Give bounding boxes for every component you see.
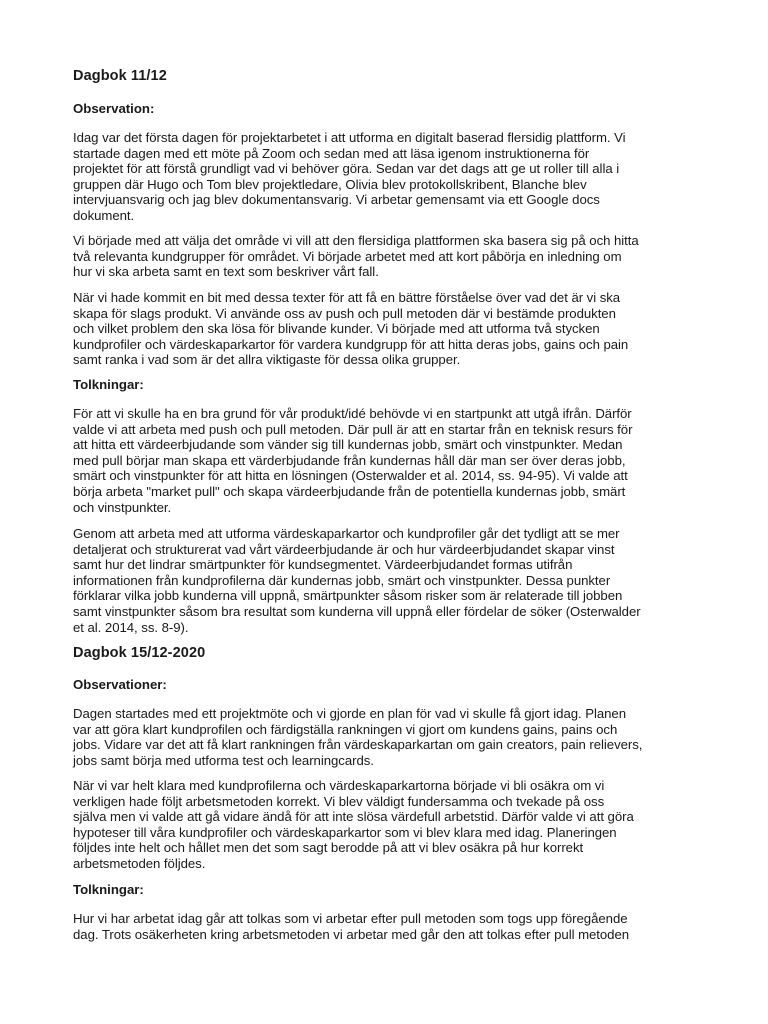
paragraph xyxy=(73,911,703,942)
interpretation-heading: Tolkningar: xyxy=(73,882,144,897)
text-line: samt hur det lindrar smärtpunkter för kundsegmentet. Värdeerbjudandet formas utifrån xyxy=(73,557,573,573)
interpretation-heading: Tolkningar: xyxy=(73,377,144,392)
text-line: verkligen hade följt arbetsmetoden korrekt. Vi blev väldigt fundersamma och tvekade på oss xyxy=(73,793,605,809)
text-line: och vilket problem den ska lösa för blivande kunder. Vi började med att utforma två stycken xyxy=(73,321,600,337)
text-line: projektet för att förstå grundligt vad vi behöver göra. Sedan var det dags att ge ut roller till alla i xyxy=(73,161,620,177)
text-line: kundprofiler och värdeskaparkartor för vardera kundgrupp för att hitta deras jobs, gains och pain xyxy=(73,336,629,352)
text-line: När vi var helt klara med kundprofilerna och värdeskaparkartorna började vi bli osäkra om vi xyxy=(73,778,605,793)
paragraph xyxy=(73,406,703,515)
text-line: informationen från kundprofilerna där kundernas jobb, smärt och vinstpunkter. Dessa punkter xyxy=(73,572,611,588)
text-line: startade dagen med ett möte på Zoom och sedan med att läsa igenom instruktionerna för xyxy=(73,145,590,161)
text-line: jobs samt börja med utforma test och learningcards. xyxy=(73,752,374,768)
text-line: Genom att arbeta med att utforma värdeskaparkartor och kundprofiler går det tydligt att se mer xyxy=(73,526,620,541)
text-line: et al. 2014, ss. 8-9). xyxy=(73,619,189,635)
text-line: förklarar vilka jobb kunderna vill uppnå, smärtpunkter såsom risker som är relaterade till jobben xyxy=(73,588,623,604)
observation-heading: Observation: xyxy=(73,101,155,116)
text-line: dokument. xyxy=(73,207,135,223)
diary-title: Dagbok 15/12-2020 xyxy=(73,645,206,661)
text-line: intervjuansvarig och jag blev dokumentansvarig. Vi arbetar gemensamt via ett Google docs xyxy=(73,192,600,208)
paragraph xyxy=(73,130,703,224)
text-line: hur vi ska arbeta samt en text som beskriver vårt fall. xyxy=(73,264,379,280)
text-line: gruppen där Hugo och Tom blev projektledare, Olivia blev protokollskribent, Blanche blev xyxy=(73,176,587,192)
text-line: detaljerat och strukturerat vad vårt värdeerbjudande är och hur värdeerbjudandet skapar vinst xyxy=(73,541,615,557)
text-line: dag. Trots osäkerheten kring arbetsmetoden vi arbetar med går den att tolkas efter pull metoden xyxy=(73,926,630,942)
text-line: smärt och vinstpunkter för att hitta en lösningen (Osterwalder et al. 2014, ss. 94-95). Vi valde att xyxy=(73,468,628,484)
text-line: Vi började med att välja det område vi vill att den flersidiga plattformen ska basera sig på och hitta xyxy=(73,233,639,248)
text-line: börja arbeta "market pull" och skapa värdeerbjudande från de potentiella kundernas jobb, smärt xyxy=(73,483,626,499)
paragraph xyxy=(73,778,703,872)
text-line: jobs. Vidare var det att få klart rankningen från värdeskaparkartan om gain creators, pain relievers, xyxy=(73,737,643,753)
text-line: arbetsmetoden följdes. xyxy=(73,855,206,871)
text-line: hypoteser till våra kundprofiler och värdeskaparkartor som vi blev klara med idag. Planeringen xyxy=(73,824,617,840)
text-line: Dagen startades med ett projektmöte och vi gjorde en plan för vad vi skulle få gjort idag. Planen xyxy=(73,706,627,721)
text-line: När vi hade kommit en bit med dessa texter för att få en bättre förståelse över vad det är vi ska xyxy=(73,290,621,305)
paragraph xyxy=(73,526,703,635)
observation-heading: Observationer: xyxy=(73,677,167,692)
text-line: samt vinstpunkter såsom bra resultat som kunderna vill uppnå eller fördelar de söker (Osterwalder xyxy=(73,603,641,619)
text-line: skapa för slags produkt. Vi använde oss av push och pull metoden där vi bestämde produkten xyxy=(73,305,616,321)
text-line: två relevanta kundgrupper för området. Vi började arbetet med att kort påbörja en inledning om xyxy=(73,248,622,264)
paragraph xyxy=(73,233,703,280)
text-line: valde vi att arbeta med push och pull metoden. Där pull är att en startar från en teknisk resurs för xyxy=(73,421,633,437)
paragraph xyxy=(73,290,703,368)
text-line: att hitta ett värdeerbjudande som vänder sig till kundernas jobb, smärt och vinstpunkter. Medan xyxy=(73,437,623,453)
text-line: följdes inte helt och hållet men det som sagt berodde på att vi blev osäkra på hur korrekt xyxy=(73,840,584,856)
diary-title: Dagbok 11/12 xyxy=(73,68,167,84)
text-line: med pull börjar man skapa ett värderbjudande från kundernas håll där man ser över deras jobb, xyxy=(73,452,626,468)
text-line: Idag var det första dagen för projektarbetet i att utforma en digitalt baserad flersidig plattform. Vi xyxy=(73,130,626,145)
paragraph xyxy=(73,706,703,768)
text-line: samt ranka i vad som är det allra viktigaste för dessa olika grupper. xyxy=(73,352,461,368)
text-line: och vinstpunkter. xyxy=(73,499,172,515)
text-line: var att göra klart kundprofilen och färdigställa rankningen vi gjort om kundens gains, pains och xyxy=(73,721,618,737)
text-line: Hur vi har arbetat idag går att tolkas som vi arbetar efter pull metoden som togs upp föregående xyxy=(73,911,628,926)
text-line: För att vi skulle ha en bra grund för vår produkt/idé behövde vi en startpunkt att utgå ifrån. Därför xyxy=(73,406,632,421)
text-line: själva men vi valde att gå vidare ändå för att inte slösa värdefull arbetstid. Därför valde vi att göra xyxy=(73,809,634,825)
